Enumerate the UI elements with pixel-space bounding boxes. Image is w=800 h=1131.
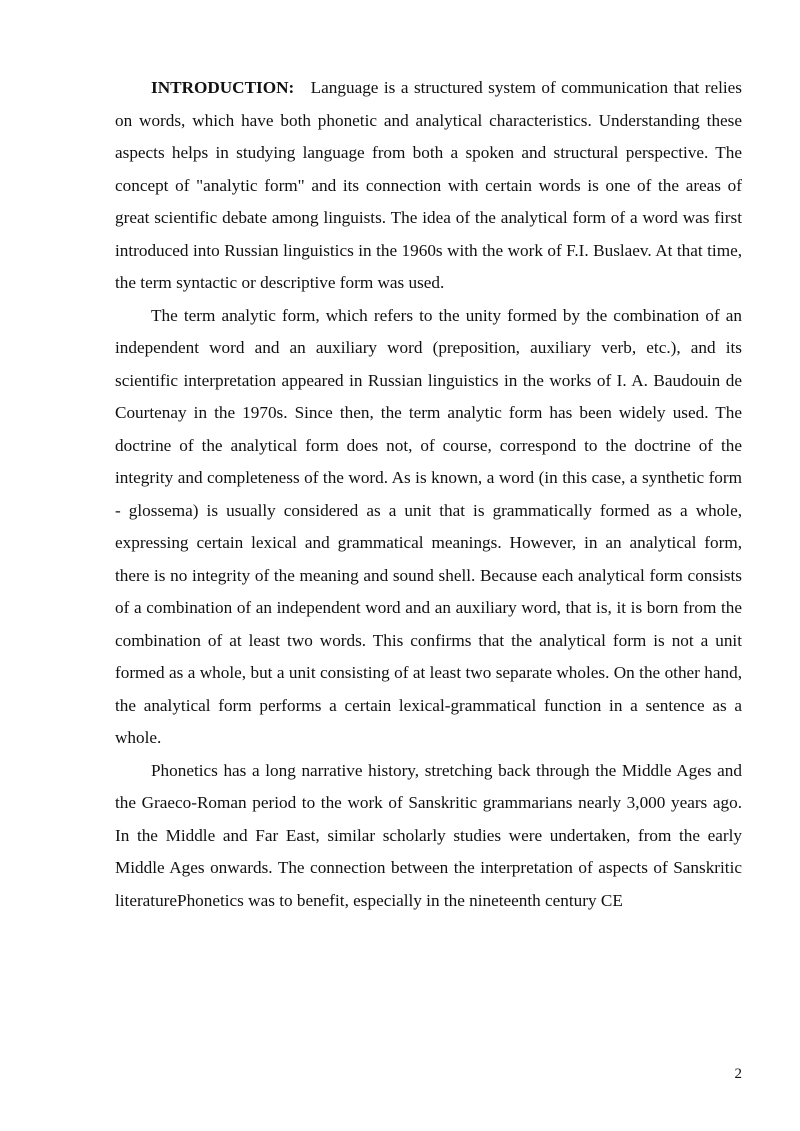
page-number: 2 bbox=[734, 1066, 742, 1082]
paragraph-2: The term analytic form, which refers to the unity formed by the combination of an independent word and an auxiliary word (preposition, auxiliary verb, etc.), and its scientific interpretation appeared in Russian linguistics in the works of I. A. Baudouin de Courtenay in the 1970s. Since then, the term analytic form has been widely used. The doctrine of the analytical form does not, of course, correspond to the doctrine of the integrity and completeness of the word. As is known, a word (in this case, a synthetic form - glossema) is usually considered as a unit that is grammatically formed as a whole, expressing certain lexical and grammatical meanings. However, in an analytical form, there is no integrity of the meaning and sound shell. Because each analytical form consists of a combination of an independent word and an auxiliary word, that is, it is born from the combination of at least two words. This confirms that the analytical form is not a unit formed as a whole, but a unit consisting of at least two separate wholes. On the other hand, the analytical form performs a certain lexical-grammatical function in a sentence as a whole. bbox=[115, 305, 742, 747]
paragraph-3: Phonetics has a long narrative history, stretching back through the Middle Ages and the Graeco-Roman period to the work of Sanskritic grammarians nearly 3,000 years ago. In the Middle and Far East, similar scholarly studies were undertaken, from the early Middle Ages onwards. The connection between the interpretation of aspects of Sanskritic literaturePhonetics was to benefit, especially in the nineteenth century CE bbox=[115, 760, 742, 910]
paragraph-1-text: Language is a structured system of communication that relies on words, which have both phonetic and analytical characteristics. Understanding these aspects helps in studying language from both a spoken and structural perspective. The concept of "analytic form" and its connection with certain words is one of the areas of great scientific debate among linguists. The idea of the analytical form of a word was first introduced into Russian linguistics in the 1960s with the work of F.I. Buslaev. At that time, the term syntactic or descriptive form was used. bbox=[115, 78, 742, 292]
introduction-paragraph bbox=[115, 72, 742, 300]
introduction-heading: INTRODUCTION: bbox=[151, 78, 295, 97]
document-body bbox=[115, 72, 742, 917]
